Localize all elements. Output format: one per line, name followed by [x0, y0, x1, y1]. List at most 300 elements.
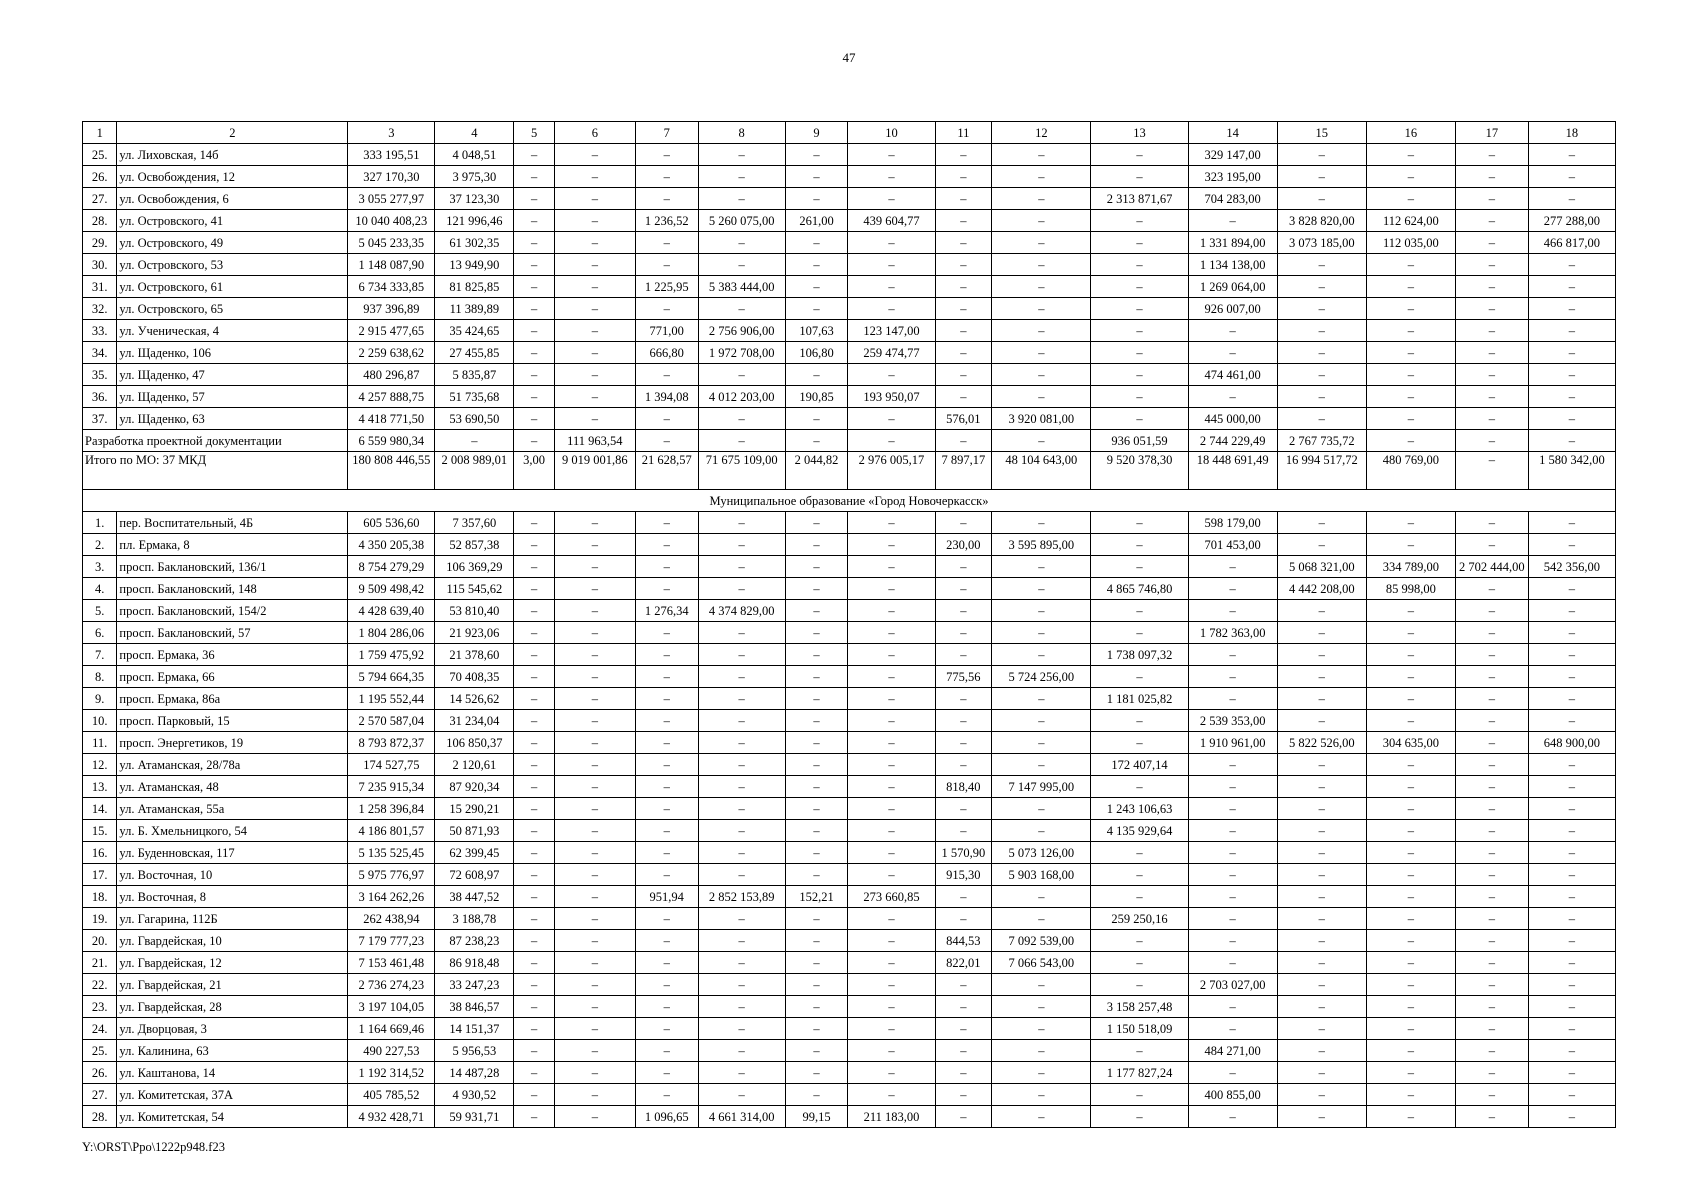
table-row [83, 1018, 1616, 1040]
table-row [83, 1040, 1616, 1062]
table-cell: 21 378,60 [435, 644, 514, 666]
data-table [82, 121, 1616, 1128]
table-cell: 33. [83, 320, 117, 342]
table-cell: – [698, 930, 785, 952]
table-cell: – [514, 622, 555, 644]
table-cell: – [635, 688, 698, 710]
table-cell: 542 356,00 [1528, 556, 1615, 578]
table-cell: 3 073 185,00 [1277, 232, 1366, 254]
table-cell: – [514, 364, 555, 386]
table-cell: – [1528, 144, 1615, 166]
table-cell: – [785, 430, 848, 452]
table-cell: – [935, 908, 992, 930]
table-cell: – [848, 512, 935, 534]
table-cell: 21 923,06 [435, 622, 514, 644]
table-cell: 605 536,60 [348, 512, 435, 534]
table-cell: – [1188, 930, 1277, 952]
table-cell: – [785, 754, 848, 776]
table-cell: ул. Щаденко, 47 [117, 364, 348, 386]
table-cell: 4 930,52 [435, 1084, 514, 1106]
table-cell: – [698, 996, 785, 1018]
table-cell: ул. Гагарина, 112Б [117, 908, 348, 930]
table-cell: – [1091, 210, 1188, 232]
table-cell: – [1091, 144, 1188, 166]
table-cell: – [698, 556, 785, 578]
table-cell: 3 055 277,97 [348, 188, 435, 210]
table-cell: – [1528, 188, 1615, 210]
table-cell: 4 257 888,75 [348, 386, 435, 408]
table-cell: – [514, 842, 555, 864]
table-cell: 12 [992, 122, 1091, 144]
table-cell: 25. [83, 1040, 117, 1062]
table-cell: – [514, 556, 555, 578]
table-cell: – [1188, 556, 1277, 578]
table-cell: 277 288,00 [1528, 210, 1615, 232]
table-cell: – [698, 820, 785, 842]
table-cell: 1 150 518,09 [1091, 1018, 1188, 1040]
table-cell: – [1366, 952, 1455, 974]
table-cell: – [992, 622, 1091, 644]
table-row [83, 1062, 1616, 1084]
table-cell: – [935, 298, 992, 320]
table-cell: – [935, 754, 992, 776]
table-cell: 28. [83, 1106, 117, 1128]
table-cell: 3 595 895,00 [992, 534, 1091, 556]
table-cell: – [1528, 798, 1615, 820]
table-cell: – [992, 644, 1091, 666]
table-cell: 1 269 064,00 [1188, 276, 1277, 298]
table-row [83, 166, 1616, 188]
table-cell: – [1277, 644, 1366, 666]
table-cell: 1 164 669,46 [348, 1018, 435, 1040]
table-cell: – [1455, 996, 1528, 1018]
table-row [83, 188, 1616, 210]
table-cell: – [1277, 166, 1366, 188]
table-cell: 2 736 274,23 [348, 974, 435, 996]
table-cell: – [1528, 386, 1615, 408]
table-cell: 1 804 286,06 [348, 622, 435, 644]
table-cell: – [785, 864, 848, 886]
table-cell: – [785, 908, 848, 930]
table-cell: – [554, 688, 635, 710]
table-cell: 2 044,82 [785, 452, 848, 490]
table-cell: 27 455,85 [435, 342, 514, 364]
table-cell: – [1091, 298, 1188, 320]
table-cell: 2 313 871,67 [1091, 188, 1188, 210]
table-row [83, 644, 1616, 666]
table-cell: – [1091, 776, 1188, 798]
table-cell: – [848, 556, 935, 578]
table-cell: – [514, 232, 555, 254]
table-cell: – [848, 798, 935, 820]
table-cell: 2 120,61 [435, 754, 514, 776]
table-cell: – [935, 688, 992, 710]
table-cell: – [1528, 298, 1615, 320]
table-cell: – [992, 600, 1091, 622]
table-cell: – [1366, 512, 1455, 534]
table-cell: 329 147,00 [1188, 144, 1277, 166]
table-cell: 1 [83, 122, 117, 144]
table-cell: – [1366, 974, 1455, 996]
total-row-label: Итого по МО: 37 МКД [83, 452, 348, 490]
table-cell: – [935, 188, 992, 210]
table-cell: просп. Энергетиков, 19 [117, 732, 348, 754]
table-cell: – [514, 666, 555, 688]
table-cell: 1 782 363,00 [1188, 622, 1277, 644]
table-cell: – [1455, 798, 1528, 820]
table-cell: – [1455, 930, 1528, 952]
table-cell: 2 702 444,00 [1455, 556, 1528, 578]
table-cell: – [1366, 254, 1455, 276]
table-cell: 480 296,87 [348, 364, 435, 386]
table-row [83, 320, 1616, 342]
table-cell: 4 [435, 122, 514, 144]
table-cell: – [698, 408, 785, 430]
table-cell: ул. Дворцовая, 3 [117, 1018, 348, 1040]
table-cell: – [635, 952, 698, 974]
table-cell: – [992, 1106, 1091, 1128]
table-cell: 5 383 444,00 [698, 276, 785, 298]
table-cell: – [554, 408, 635, 430]
table-cell: – [514, 644, 555, 666]
table-cell: 30. [83, 254, 117, 276]
table-cell: – [554, 666, 635, 688]
table-cell: 50 871,93 [435, 820, 514, 842]
table-cell: 14. [83, 798, 117, 820]
table-row [83, 364, 1616, 386]
table-cell: 61 302,35 [435, 232, 514, 254]
table-cell: – [1091, 320, 1188, 342]
table-cell: – [1366, 864, 1455, 886]
table-cell: – [848, 298, 935, 320]
table-cell: – [1455, 276, 1528, 298]
table-cell: – [554, 776, 635, 798]
page-number: 47 [842, 50, 856, 65]
table-cell: – [514, 864, 555, 886]
table-cell: – [785, 276, 848, 298]
table-cell: – [1366, 276, 1455, 298]
table-cell: 3 920 081,00 [992, 408, 1091, 430]
table-cell: – [1455, 974, 1528, 996]
table-cell: – [785, 688, 848, 710]
table-cell: – [1366, 776, 1455, 798]
table-cell: 8. [83, 666, 117, 688]
table-cell: – [635, 644, 698, 666]
table-cell: 5 822 526,00 [1277, 732, 1366, 754]
table-cell: 7 153 461,48 [348, 952, 435, 974]
table-row [83, 386, 1616, 408]
table-cell: 1 177 827,24 [1091, 1062, 1188, 1084]
table-cell: 111 963,54 [554, 430, 635, 452]
table-cell: 211 183,00 [848, 1106, 935, 1128]
table-cell: – [1528, 534, 1615, 556]
table-cell: 87 238,23 [435, 930, 514, 952]
table-cell: 3 158 257,48 [1091, 996, 1188, 1018]
table-cell: – [785, 842, 848, 864]
table-cell: 71 675 109,00 [698, 452, 785, 490]
table-cell: – [1528, 622, 1615, 644]
table-cell: – [1455, 754, 1528, 776]
table-cell: 1 910 961,00 [1188, 732, 1277, 754]
table-cell: – [1091, 1106, 1188, 1128]
table-cell: – [1455, 622, 1528, 644]
table-cell: просп. Баклановский, 136/1 [117, 556, 348, 578]
table-cell: – [1528, 842, 1615, 864]
table-cell: – [514, 1106, 555, 1128]
table-cell: 5 073 126,00 [992, 842, 1091, 864]
table-cell: 10 040 408,23 [348, 210, 435, 232]
table-cell: – [1455, 254, 1528, 276]
table-cell: – [848, 776, 935, 798]
table-cell: 480 769,00 [1366, 452, 1455, 490]
table-cell: – [1091, 276, 1188, 298]
table-cell: – [1366, 1040, 1455, 1062]
table-cell: 1 148 087,90 [348, 254, 435, 276]
table-cell: – [635, 144, 698, 166]
table-body [83, 122, 1616, 1128]
table-cell: – [1366, 188, 1455, 210]
table-cell: – [514, 210, 555, 232]
table-cell: – [1366, 886, 1455, 908]
table-cell: – [635, 364, 698, 386]
table-cell: 8 754 279,29 [348, 556, 435, 578]
table-cell: – [554, 364, 635, 386]
table-cell: – [1188, 996, 1277, 1018]
table-cell: – [1277, 254, 1366, 276]
table-cell: – [554, 1040, 635, 1062]
table-cell: – [935, 710, 992, 732]
table-cell: 24. [83, 1018, 117, 1040]
table-cell: 123 147,00 [848, 320, 935, 342]
table-cell: 13 949,90 [435, 254, 514, 276]
table-cell: 172 407,14 [1091, 754, 1188, 776]
table-cell: – [514, 952, 555, 974]
table-cell: – [554, 600, 635, 622]
table-cell: 10 [848, 122, 935, 144]
table-cell: – [1188, 1106, 1277, 1128]
table-cell: – [785, 952, 848, 974]
table-cell: 7 066 543,00 [992, 952, 1091, 974]
table-cell: 38 846,57 [435, 996, 514, 1018]
table-cell: 87 920,34 [435, 776, 514, 798]
table-cell: 10. [83, 710, 117, 732]
table-cell: – [698, 952, 785, 974]
table-cell: 106 850,37 [435, 732, 514, 754]
table-cell: 18 448 691,49 [1188, 452, 1277, 490]
table-cell: – [785, 1018, 848, 1040]
table-cell: – [698, 776, 785, 798]
table-cell: – [785, 298, 848, 320]
table-cell: 704 283,00 [1188, 188, 1277, 210]
table-cell: – [1277, 666, 1366, 688]
table-cell: 29. [83, 232, 117, 254]
table-cell: – [514, 930, 555, 952]
table-cell: 4 442 208,00 [1277, 578, 1366, 600]
table-cell: – [992, 688, 1091, 710]
table-cell: – [1366, 430, 1455, 452]
table-cell: – [848, 622, 935, 644]
table-cell: – [785, 364, 848, 386]
table-cell: – [992, 512, 1091, 534]
table-cell: – [1277, 842, 1366, 864]
table-cell: – [935, 210, 992, 232]
table-cell: – [992, 1062, 1091, 1084]
table-cell: – [698, 710, 785, 732]
table-cell: 7 092 539,00 [992, 930, 1091, 952]
table-cell: – [1455, 864, 1528, 886]
table-cell: – [1091, 254, 1188, 276]
table-cell: – [514, 298, 555, 320]
table-cell: – [1455, 364, 1528, 386]
table-cell: – [698, 622, 785, 644]
table-cell: – [992, 232, 1091, 254]
table-cell: – [1366, 1106, 1455, 1128]
table-row [83, 1084, 1616, 1106]
table-cell: – [785, 776, 848, 798]
table-cell: 7 357,60 [435, 512, 514, 534]
table-cell: – [1455, 210, 1528, 232]
table-cell: – [1091, 364, 1188, 386]
table-cell: 6 734 333,85 [348, 276, 435, 298]
table-cell: – [1277, 320, 1366, 342]
table-cell: – [554, 996, 635, 1018]
table-cell: 2. [83, 534, 117, 556]
table-cell: – [1528, 1040, 1615, 1062]
table-cell: 72 608,97 [435, 864, 514, 886]
table-cell: – [992, 386, 1091, 408]
table-cell: – [1091, 232, 1188, 254]
table-cell: – [554, 1018, 635, 1040]
table-cell: 4 135 929,64 [1091, 820, 1188, 842]
table-cell: – [1366, 342, 1455, 364]
table-row [83, 974, 1616, 996]
table-row [83, 210, 1616, 232]
table-cell: 27. [83, 1084, 117, 1106]
table-cell: 70 408,35 [435, 666, 514, 688]
table-row [83, 556, 1616, 578]
table-cell: – [554, 342, 635, 364]
table-cell: – [992, 974, 1091, 996]
table-cell: – [848, 276, 935, 298]
table-cell: – [1455, 1084, 1528, 1106]
table-cell: – [1366, 144, 1455, 166]
table-cell: 4 186 801,57 [348, 820, 435, 842]
table-cell: – [1188, 886, 1277, 908]
table-cell: – [698, 1062, 785, 1084]
table-cell: ул. Щаденко, 57 [117, 386, 348, 408]
table-cell: 3 197 104,05 [348, 996, 435, 1018]
table-cell: 1 580 342,00 [1528, 452, 1615, 490]
table-cell: – [1091, 166, 1188, 188]
table-cell: – [1091, 886, 1188, 908]
table-cell: – [1091, 732, 1188, 754]
table-cell: 16. [83, 842, 117, 864]
table-cell: – [514, 776, 555, 798]
table-cell: 2 744 229,49 [1188, 430, 1277, 452]
table-row [83, 622, 1616, 644]
table-cell: – [635, 798, 698, 820]
table-cell: – [1455, 776, 1528, 798]
table-cell: 106 369,29 [435, 556, 514, 578]
table-cell: – [992, 908, 1091, 930]
table-cell: 18 [1528, 122, 1615, 144]
table-cell: – [1528, 952, 1615, 974]
table-cell: – [785, 512, 848, 534]
table-cell: – [848, 578, 935, 600]
table-cell: 4 865 746,80 [1091, 578, 1188, 600]
section-title: Муниципальное образование «Город Новочеркасск» [83, 490, 1616, 512]
table-row [83, 798, 1616, 820]
table-cell: – [1277, 996, 1366, 1018]
table-cell: 3,00 [514, 452, 555, 490]
table-cell: – [554, 320, 635, 342]
table-cell: – [848, 166, 935, 188]
table-cell: 13 [1091, 122, 1188, 144]
table-row [83, 512, 1616, 534]
table-cell: – [1188, 908, 1277, 930]
table-cell: – [698, 754, 785, 776]
table-cell: – [848, 864, 935, 886]
table-cell: – [848, 754, 935, 776]
table-cell: 81 825,85 [435, 276, 514, 298]
table-cell: 37. [83, 408, 117, 430]
table-cell: – [1366, 688, 1455, 710]
table-cell: ул. Лиховская, 14б [117, 144, 348, 166]
table-cell: ул. Б. Хмельницкого, 54 [117, 820, 348, 842]
table-cell: – [1366, 166, 1455, 188]
table-cell: – [935, 232, 992, 254]
table-cell: – [554, 864, 635, 886]
table-cell: – [1091, 952, 1188, 974]
table-cell: 152,21 [785, 886, 848, 908]
table-cell: 1 181 025,82 [1091, 688, 1188, 710]
table-row [83, 754, 1616, 776]
table-cell: 9 520 378,30 [1091, 452, 1188, 490]
table-cell: – [1277, 1040, 1366, 1062]
table-cell: – [848, 232, 935, 254]
table-cell: 32. [83, 298, 117, 320]
table-cell: – [1091, 512, 1188, 534]
table-cell: – [554, 210, 635, 232]
table-cell: – [935, 798, 992, 820]
table-cell: – [1455, 1018, 1528, 1040]
table-cell: – [848, 688, 935, 710]
table-cell: 2 852 153,89 [698, 886, 785, 908]
table-cell: ул. Гвардейская, 12 [117, 952, 348, 974]
table-cell: – [514, 342, 555, 364]
table-cell: – [992, 1084, 1091, 1106]
table-cell: – [1188, 1062, 1277, 1084]
table-cell: – [1455, 886, 1528, 908]
table-cell: – [514, 408, 555, 430]
table-cell: – [1277, 1062, 1366, 1084]
table-cell: – [635, 298, 698, 320]
table-cell: – [935, 276, 992, 298]
table-cell: – [635, 864, 698, 886]
table-cell: просп. Ермака, 66 [117, 666, 348, 688]
table-cell: 8 [698, 122, 785, 144]
table-cell: – [785, 820, 848, 842]
table-cell: – [1188, 342, 1277, 364]
table-cell: – [698, 232, 785, 254]
table-cell: – [1277, 952, 1366, 974]
table-row [83, 842, 1616, 864]
table-cell: 400 855,00 [1188, 1084, 1277, 1106]
table-cell: 1. [83, 512, 117, 534]
table-cell: – [554, 820, 635, 842]
table-cell: – [698, 512, 785, 534]
table-cell: – [1528, 254, 1615, 276]
